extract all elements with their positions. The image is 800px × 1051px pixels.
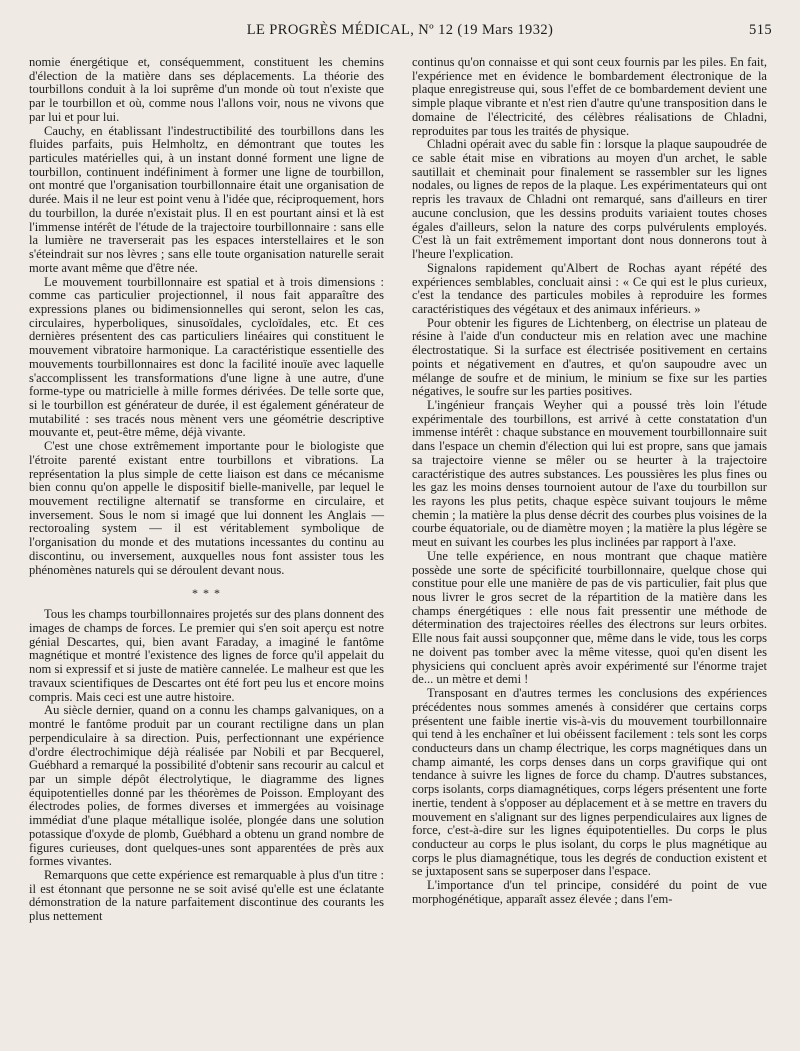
running-header — [28, 22, 772, 40]
paragraph: L'importance d'un tel principe, considéré du point de vue morphogénétique, apparaît assez élevée ; dans l'em- — [412, 878, 767, 906]
paragraph: nomie énergétique et, conséquemment, constituent les chemins d'élection de la matière dans ses déplacements. La théorie des tourbillons conduit à la loi suprême d'un monde où tout n'existe que par le tourbillon et où, comme nous l'allons voir, nous ne vivons que par lui et pour lui. — [29, 55, 384, 124]
paragraph: Transposant en d'autres termes les conclusions des expériences précédentes nous sommes amenés à considérer que certains corps présentent une faible inertie vis-à-vis du mouvement tourbillonnaire qui tend à les enchaîner et lui obéissent facilement : tels sont les corps conducteurs dans un champ électrique, les corps magnétiques dans un champ aimanté, les corps denses dans un corps gravifique qui ont tendance à suivre les lignes de force du champ. D'autres substances, corps isolants, corps diamagnétiques, corps légers présentent une forte inertie, tendent à s'opposer au déplacement et à se mettre en travers du mouvement en s'alignant sur des lignes perpendiculaires aux lignes de force, c'est-à-dire sur les lignes équipotentielles. Du corps le plus conducteur au corps le plus isolant, du corps le plus magnétique au corps le plus diamagnétique, tous les degrés de conduction existent et se juxtaposent sans se superposer dans l'espace. — [412, 686, 767, 879]
header-title: LE PROGRÈS MÉDICAL, Nº 12 (19 Mars 1932) — [246, 22, 554, 38]
paragraph: Cauchy, en établissant l'indestructibilité des tourbillons dans les fluides parfaits, puis Helmholtz, en démontrant que toutes les particules matérielles qui, à un instant donné forment une ligne de tourbillon, continuent indéfiniment à former une ligne de tourbillon, ont montré que l'organisation tourbillonnaire était une organisation de durée. Mais il ne leur est point venu à l'idée que, réciproquement, hors du tourbillon, la durée n'existait plus. Il en est pourtant ainsi et là est l'immense intérêt de l'étude de la trajectoire tourbillonnaire : sans elle la lumière ne traverserait pas les espaces interstellaires et le son s'éteindrait sur nos lèvres ; sans elle toute organisation naturelle serait morte avant même que d'être née. — [29, 123, 384, 275]
paragraph: Remarquons que cette expérience est remarquable à plus d'un titre : il est étonnant que personne ne se soit avisé qu'elle est une éclatante démonstration de la nature parfaitement discontinue des courants les plus nettement — [29, 867, 384, 924]
paragraph: C'est une chose extrêmement importante pour le biologiste que l'étroite parenté existant entre tourbillons et vibrations. La représentation la plus simple de cette liaison est dans ce mécanisme bien connu qu'on appelle le dispositif bielle-manivelle, par lequel le mouvement rectiligne alternatif se transforme en circulaire, et inversement. Sous le nom si imagé que lui donnent les Anglais — rectoroaling system — il est véritablement symbolique de l'organisation du monde et des mutations incessantes du continu au discontinu, ou inversement, auxquelles nous font assister tous les phénomènes naturels qui se déroulent devant nous. — [29, 439, 384, 577]
section-separator: * * * — [192, 586, 221, 601]
paragraph: Chladni opérait avec du sable fin : lorsque la plaque saupoudrée de ce sable était mise en vibrations au moyen d'un archet, le sable sautillait et cheminait pour finalement se rassembler sur les lignes nodales, ou lignes de repos de la plaque. Les expérimentateurs qui ont repris les travaux de Chladni ont remarqué, sans d'ailleurs en tirer aucune conclusion, que les dessins produits variaient toutes choses égales d'ailleurs, selon la nature des corps pulvérulents employés. C'est là un fait extrêmement important dont nous donnerons tout à l'heure l'explication. — [412, 137, 767, 262]
right-column — [412, 56, 767, 907]
paragraph: Une telle expérience, en nous montrant que chaque matière possède une sorte de spécificité tourbillonnaire, quelque chose qui constitue pour elle une manière de pas de vis particulier, fait plus que nous livrer le gros secret de la répartition de la matière dans les champs énergétiques : elle nous fait pressentir une méthode de détermination des trajectoires réelles des électrons sur leurs orbites. Elle nous fait aussi soupçonner que, même dans le vide, tous les corps ne doivent pas tomber avec la même vitesse, quoi qu'en disent les physiciens qui concluent après avoir expérimenté sur l'énorme trajet de... un mètre et demi ! — [412, 548, 767, 687]
left-column — [29, 56, 384, 924]
paragraph: L'ingénieur français Weyher qui a poussé très loin l'étude expérimentale des tourbillons, est arrivé à cette constatation d'un immense intérêt : chaque substance en mouvement tourbillonnaire suit dans l'espace un chemin d'élection qui lui est propre, sans que jamais sa trajectoire vienne se mêler ou se heurter à la trajectoire caractéristique des autres substances. Les poussières les plus fines ou les gaz les moins denses tournoient autour de l'axe du tourbillon sur les rayons les plus petits, chaque espèce suivant toujours le même chemin ; la matière la plus dense décrit des courbes plus voisines de la courbe équatoriale, ou de diamètre moyen ; la matière la plus légère se meut en suivant les courbes les plus inclinées par rapport à l'axe. — [412, 397, 767, 550]
paragraph: Au siècle dernier, quand on a connu les champs galvaniques, on a montré le fantôme produit par un courant rectiligne dans un plan perpendiculaire à sa direction. Puis, perfectionnant une expérience d'ordre électrochimique déjà réalisée par Nobili et par Becquerel, Guébhard a remarqué la possibilité d'obtenir sans recourir au calcul et par un simple dépôt électrolytique, le diagramme des lignes équipotentielles donné par les théorèmes de Poisson. Employant des électrodes polies, de formes diverses et immergées au voisinage immédiat d'une plaque métallique isolée, plongée dans une solution potassique d'oxyde de plomb, Guébhard a obtenu un grand nombre de figures curieuses, dont quelques-unes sont apparentées de près aux formes vivantes. — [29, 703, 384, 869]
paragraph: Pour obtenir les figures de Lichtenberg, on électrise un plateau de résine à l'aide d'un conducteur mis en relation avec une machine électrostatique. Si la surface est électrisée positivement en certains points et négativement en d'autres, et qu'on saupoudre avec un mélange de soufre et de minium, le minium se fixe sur les parties négatives, le soufre sur les parties positives. — [412, 315, 767, 399]
paragraph: Le mouvement tourbillonnaire est spatial et à trois dimensions : comme cas particulier projectionnel, il nous fait apparaître des expressions planes ou bidimensionnelles qui seront, selon les cas, circulaires, hyperboliques, sinusoïdales, cycloïdales, etc. Et ces dernières présentent des cas particuliers linéaires qui constituent le mouvement vibratoire harmonique. La caractéristique essentielle des mouvements tourbillonnaires est donc la facilité inouïe avec laquelle s'accomplissent les transformations d'une ligne à une autre, d'une forme-type ou matricielle à mille formes dérivées. De telle sorte que, si le tourbillon est générateur de durée, il est également générateur de mutabilité : ses tracés nous mènent vers une géométrie descriptive mouvante et, peut-être même, déjà vivante. — [29, 274, 384, 440]
paragraph: continus qu'on connaisse et qui sont ceux fournis par les piles. En fait, l'expérience met en évidence le bombardement électronique de la plaque enregistreuse qui, sous l'effet de ce bombardement devient une simple plaque vibrante et n'est rien d'autre qu'une transposition dans le domaine de l'électricité, des célèbres réalisations de Chladni, reproduites par tous les traités de physique. — [412, 55, 767, 138]
page-number: 515 — [749, 22, 772, 38]
paragraph: Tous les champs tourbillonnaires projetés sur des plans donnent des images de champs de forces. Le premier qui s'en soit aperçu est notre génial Descartes, qui, bien avant Faraday, a imaginé le fantôme magnétique et montré l'existence des lignes de force qu'il appelait du nom si expressif et si juste de matière cannelée. Le malheur est que les travaux scientifiques de Descartes ont été fort peu lus et encore moins compris. Mais ceci est une autre histoire. — [29, 607, 384, 704]
paragraph: Signalons rapidement qu'Albert de Rochas ayant répété des expériences semblables, concluait ainsi : « Ce qui est le plus curieux, c'est la tendance des particules mobiles à reproduire les formes caractéristiques des végétaux et des animaux inférieurs. » — [412, 260, 767, 316]
